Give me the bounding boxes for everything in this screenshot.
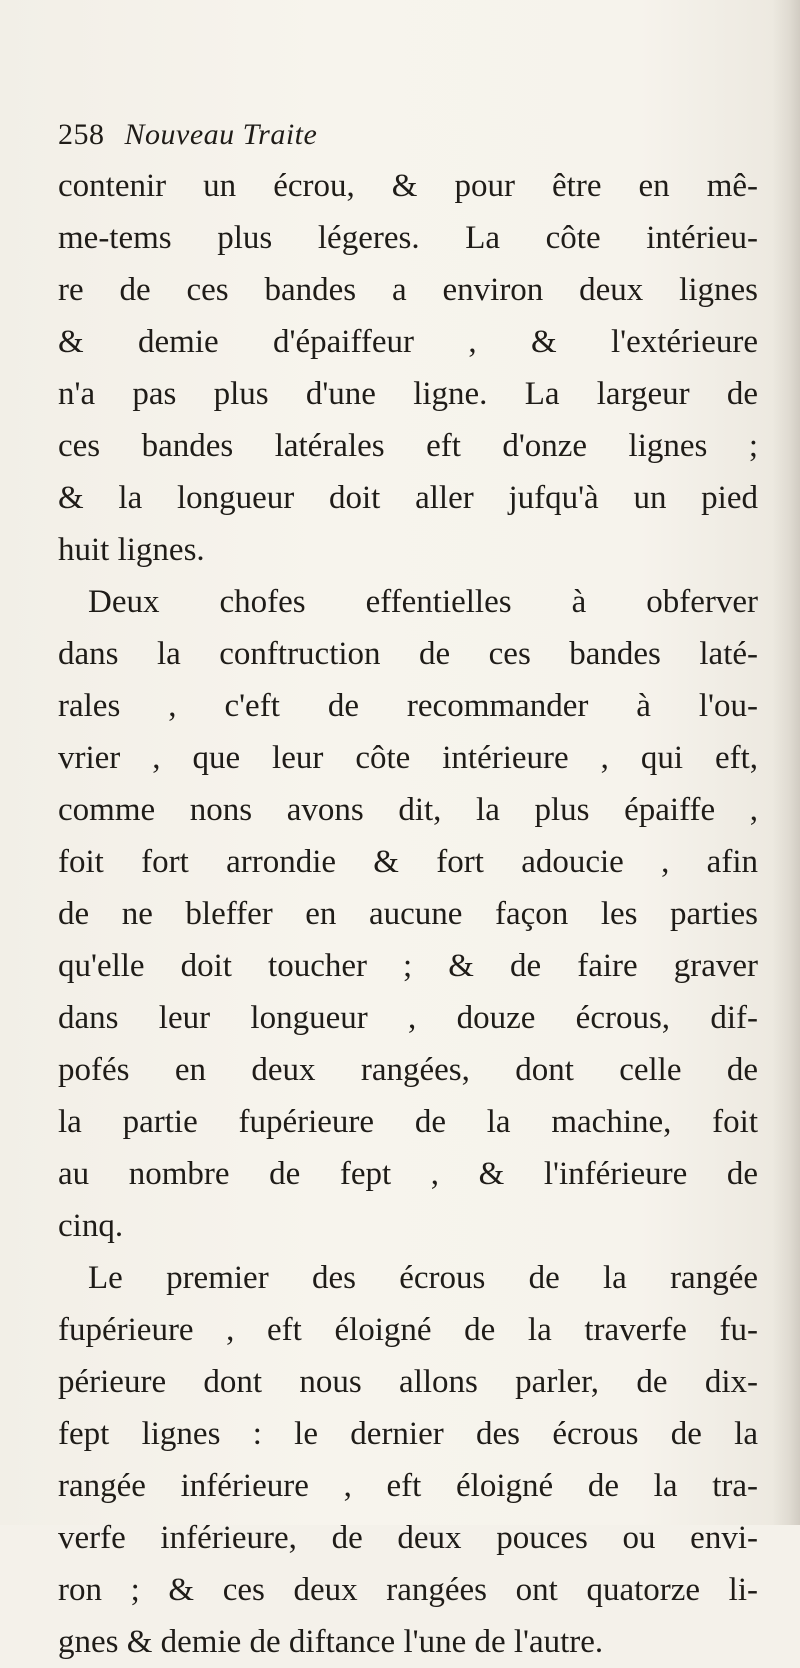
- text-line: re de ces bandes a environ deux lignes: [58, 272, 758, 308]
- text-line: Le premier des écrous de la rangée: [88, 1260, 758, 1296]
- text-line: vrier , que leur côte intérieure , qui eft,: [58, 740, 758, 776]
- text-line: cinq.: [58, 1208, 124, 1244]
- body-text: [58, 160, 758, 1668]
- text-line: ron ; & ces deux rangées ont quatorze li-: [58, 1572, 758, 1608]
- text-line: & la longueur doit aller jufqu'à un pied: [58, 480, 758, 516]
- text-line: la partie fupérieure de la machine, foit: [58, 1104, 758, 1140]
- text-line: pofés en deux rangées, dont celle de: [58, 1052, 758, 1088]
- text-line: n'a pas plus d'une ligne. La largeur de: [58, 376, 758, 412]
- running-title: Nouveau Traite: [124, 118, 318, 151]
- text-line: foit fort arrondie & fort adoucie , afin: [58, 844, 758, 880]
- text-line: verfe inférieure, de deux pouces ou envi-: [58, 1520, 758, 1556]
- text-line: ces bandes latérales eft d'onze lignes ;: [58, 428, 758, 464]
- text-line: fupérieure , eft éloigné de la traverfe fu-: [58, 1312, 758, 1348]
- page-number: 258: [58, 118, 105, 151]
- page-edge-shadow: [772, 0, 800, 1525]
- text-line: & demie d'épaiffeur , & l'extérieure: [58, 324, 758, 360]
- text-line: rangée inférieure , eft éloigné de la tra-: [58, 1468, 758, 1504]
- text-line: Deux chofes effentielles à obferver: [88, 584, 758, 620]
- text-line: comme nons avons dit, la plus épaiffe ,: [58, 792, 758, 828]
- text-line: dans leur longueur , douze écrous, dif-: [58, 1000, 758, 1036]
- text-line: me-tems plus légeres. La côte intérieu-: [58, 220, 758, 256]
- text-line: périeure dont nous allons parler, de dix-: [58, 1364, 758, 1400]
- text-line: au nombre de fept , & l'inférieure de: [58, 1156, 758, 1192]
- text-line: huit lignes.: [58, 532, 205, 568]
- text-line: fept lignes : le dernier des écrous de la: [58, 1416, 758, 1452]
- text-line: rales , c'eft de recommander à l'ou-: [58, 688, 758, 724]
- text-line: de ne bleffer en aucune façon les parties: [58, 896, 758, 932]
- text-line: contenir un écrou, & pour être en mê-: [58, 168, 758, 204]
- running-head: [58, 118, 758, 158]
- text-line: gnes & demie de diftance l'une de l'autre.: [58, 1624, 604, 1660]
- text-line: qu'elle doit toucher ; & de faire graver: [58, 948, 758, 984]
- text-line: dans la conftruction de ces bandes laté-: [58, 636, 758, 672]
